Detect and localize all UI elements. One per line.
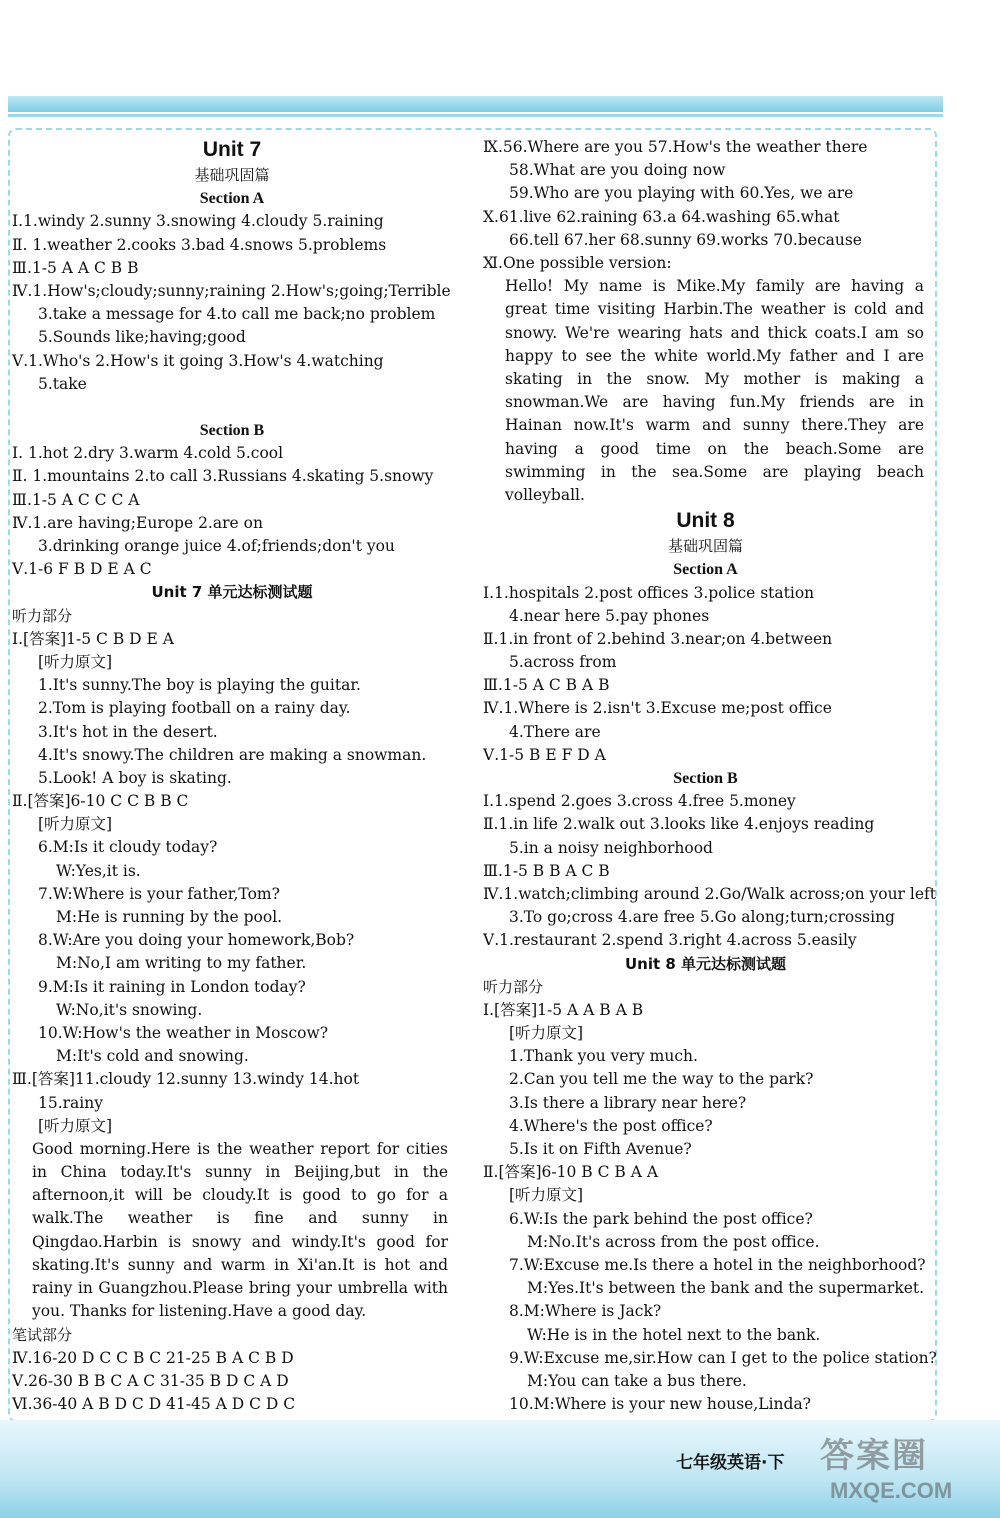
right-line: 66.tell 67.her 68.sunny 69.works 70.because (509, 230, 862, 249)
right2-line: [听力原文] (509, 1024, 584, 1043)
right2-line: 9.W:Excuse me,sir.How can I get to the police station? (509, 1348, 937, 1367)
right2-line: Section A (673, 561, 738, 579)
right2-line: Ⅰ.[答案]1-5 A A B A B (483, 1000, 644, 1019)
left-line: Ⅱ.[答案]6-10 C C B B C (12, 792, 189, 811)
left-line: Unit 7 (202, 138, 262, 161)
left-line: Section A (199, 190, 265, 208)
left-line: Ⅴ.1-6 F B D E A C (12, 560, 152, 579)
left-line: 3.It's hot in the desert. (38, 722, 218, 741)
left-line: 基础巩固篇 (194, 166, 270, 184)
left-line: Ⅳ.1.are having;Europe 2.are on (12, 513, 263, 532)
left-line: 8.W:Are you doing your homework,Bob? (38, 931, 355, 950)
left-line: 9.M:Is it raining in London today? (38, 977, 306, 996)
left-line (12, 396, 452, 419)
left-line: M:No,I am writing to my father. (56, 954, 307, 973)
left-line: Ⅰ.[答案]1-5 C B D E A (12, 629, 174, 648)
left-line: Ⅱ. 1.weather 2.cooks 3.bad 4.snows 5.problems (12, 235, 387, 254)
right2-line: Ⅲ.1-5 A C B A B (483, 676, 610, 695)
top-band (8, 96, 943, 112)
right2-line: Section B (673, 770, 738, 788)
right2-line: Unit 8 单元达标测试题 (624, 954, 787, 973)
right2-line: Ⅰ.1.hospitals 2.post offices 3.police station (483, 583, 815, 602)
right2-line: Ⅳ.1.watch;climbing around 2.Go/Walk across;on your left (483, 884, 936, 903)
right2-line: 1.Thank you very much. (509, 1047, 698, 1066)
left-line: 5.take (38, 374, 87, 393)
right2-line: 4.Where's the post office? (509, 1116, 713, 1135)
left-line: 2.Tom is playing football on a rainy day. (38, 699, 351, 718)
left-line: M:It's cold and snowing. (56, 1047, 249, 1066)
right-line: Ⅸ.56.Where are you 57.How's the weather there (483, 138, 868, 156)
left-line: 7.W:Where is your father,Tom? (38, 884, 280, 903)
left-column (12, 136, 452, 1486)
left-line: [听力原文] (38, 652, 113, 671)
right-line: Ⅺ.One possible version: (483, 253, 672, 272)
right2-line: 7.W:Excuse me.Is there a hotel in the neighborhood? (509, 1255, 926, 1274)
left-line: 4.It's snowy.The children are making a snowman. (38, 745, 427, 764)
left-line: [听力原文] (38, 1116, 113, 1135)
right2-line: Ⅱ.1.in life 2.walk out 3.looks like 4.enjoys reading (483, 815, 875, 834)
right2-line: 3.To go;cross 4.are free 5.Go along;turn;crossing (509, 908, 895, 927)
left-line: 听力部分 (12, 606, 73, 625)
right2-line: 4.There are (509, 722, 601, 741)
right2-line: Ⅴ.1.restaurant 2.spend 3.right 4.across 5.easily (483, 931, 857, 950)
right2-line: 听力部分 (483, 977, 544, 996)
right2-line: 5.across from (509, 653, 617, 672)
right2-line: 2.Can you tell me the way to the park? (509, 1070, 814, 1089)
right-column (483, 136, 937, 1439)
right2-line: Ⅱ.[答案]6-10 B C B A A (483, 1163, 659, 1182)
right2-line: Ⅳ.1.Where is 2.isn't 3.Excuse me;post office (483, 699, 832, 718)
watermark-logo: 答案圈 (820, 1436, 928, 1476)
left-line: 5.Look! A boy is skating. (38, 768, 232, 787)
left-line: Ⅱ. 1.mountains 2.to call 3.Russians 4.skating 5.snowy (12, 467, 434, 486)
left-line: Unit 7 单元达标测试题 (151, 583, 313, 602)
right2-line: Ⅴ.1-5 B E F D A (483, 745, 606, 764)
left-line: Ⅴ.1.Who's 2.How's it going 3.How's 4.watching (12, 351, 384, 370)
right2-line: M:You can take a bus there. (527, 1371, 747, 1390)
left2-line: Ⅳ.16-20 D C C B C 21-25 B A C B D (12, 1348, 294, 1367)
left2-line: Ⅴ.26-30 B B C A C 31-35 B D C A D (12, 1371, 289, 1390)
sample-essay-paragraph: Hello! My name is Mike.My family are having a great time visiting Harbin.The weather is cold and snowy. We're wearing hats and thick coats.I am so happy to see the white world.My father and I are skating in the snow. My mother is making a snowman.We are having fun.My friends are in Hainan now.It's warm and sunny there.They are having a good time on the beach.Some are swimming in the sea.Some are playing beach volleyball. (505, 277, 924, 504)
left-line: 5.Sounds like;having;good (38, 328, 246, 347)
left-line: Ⅲ.[答案]11.cloudy 12.sunny 13.windy 14.hot (12, 1070, 360, 1089)
right2-line: 基础巩固篇 (667, 537, 743, 556)
left-line: 3.drinking orange juice 4.of;friends;don't you (38, 537, 395, 555)
left-line: W:No,it's snowing. (56, 1000, 203, 1019)
right-line: Ⅹ.61.live 62.raining 63.a 64.washing 65.what (483, 207, 840, 226)
right2-line: [听力原文] (509, 1186, 584, 1205)
right2-line: 6.W:Is the park behind the post office? (509, 1209, 813, 1228)
left-line: Ⅰ.1.windy 2.sunny 3.snowing 4.cloudy 5.raining (12, 212, 384, 231)
left-line: 1.It's sunny.The boy is playing the guitar. (38, 676, 361, 695)
left-line: 3.take a message for 4.to call me back;no problem (38, 305, 436, 324)
watermark-url: MXQE.COM (830, 1478, 953, 1503)
left-line: M:He is running by the pool. (56, 908, 283, 926)
right2-line: 3.Is there a library near here? (509, 1093, 747, 1112)
left-line: 6.M:Is it cloudy today? (38, 838, 218, 857)
right2-line: W:He is in the hotel next to the bank. (527, 1325, 821, 1344)
left2-line: Ⅵ.36-40 A B D C D 41-45 A D C D C (12, 1395, 296, 1414)
right2-line: Ⅲ.1-5 B B A C B (483, 861, 610, 880)
left-line: Section B (199, 422, 265, 440)
left-line: 10.W:How's the weather in Moscow? (38, 1023, 329, 1042)
left-line: Ⅳ.1.How's;cloudy;sunny;raining 2.How's;going;Terrible (12, 281, 451, 300)
right2-line: 4.near here 5.pay phones (509, 606, 710, 625)
right2-line: Ⅱ.1.in front of 2.behind 3.near;on 4.between (483, 629, 833, 648)
right-line: 59.Who are you playing with 60.Yes, we are (509, 184, 854, 203)
right2-line: 10.M:Where is your new house,Linda? (509, 1395, 811, 1414)
right2-line: 8.M:Where is Jack? (509, 1302, 662, 1321)
right2-line: Ⅰ.1.spend 2.goes 3.cross 4.free 5.money (483, 792, 796, 811)
top-line (8, 114, 943, 117)
page-footer: 七年级英语·下 (676, 1453, 785, 1473)
right2-line: M:Yes.It's between the bank and the supermarket. (527, 1279, 925, 1298)
left2-line: 笔试部分 (12, 1325, 73, 1344)
right2-line: Unit 8 (676, 509, 735, 533)
left-line: Ⅲ.1-5 A C C C A (12, 490, 140, 509)
right2-line: M:No.It's across from the post office. (527, 1232, 820, 1251)
right2-line: 5.Is it on Fifth Avenue? (509, 1140, 692, 1159)
right2-line: 5.in a noisy neighborhood (509, 838, 713, 857)
weather-report-paragraph: Good morning.Here is the weather report for cities in China today.It's sunny in Beijing,but in the afternoon,it will be cloudy.It is good to go for a walk.The weather is fine and sunny in Qingdao.Harbin is snowy and windy.It's good for skating.It's sunny and warm in Xi'an.It is hot and rainy in Guangzhou.Please bring your umbrella with you. Thanks for listening.Have a good day. (32, 1139, 448, 1321)
left-line: 15.rainy (38, 1093, 103, 1112)
left-line: Ⅲ.1-5 A A C B B (12, 258, 139, 277)
left-line: Ⅰ. 1.hot 2.dry 3.warm 4.cold 5.cool (12, 444, 284, 463)
left-line: [听力原文] (38, 815, 113, 834)
left-line: W:Yes,it is. (56, 861, 141, 880)
right-line: 58.What are you doing now (509, 161, 726, 180)
